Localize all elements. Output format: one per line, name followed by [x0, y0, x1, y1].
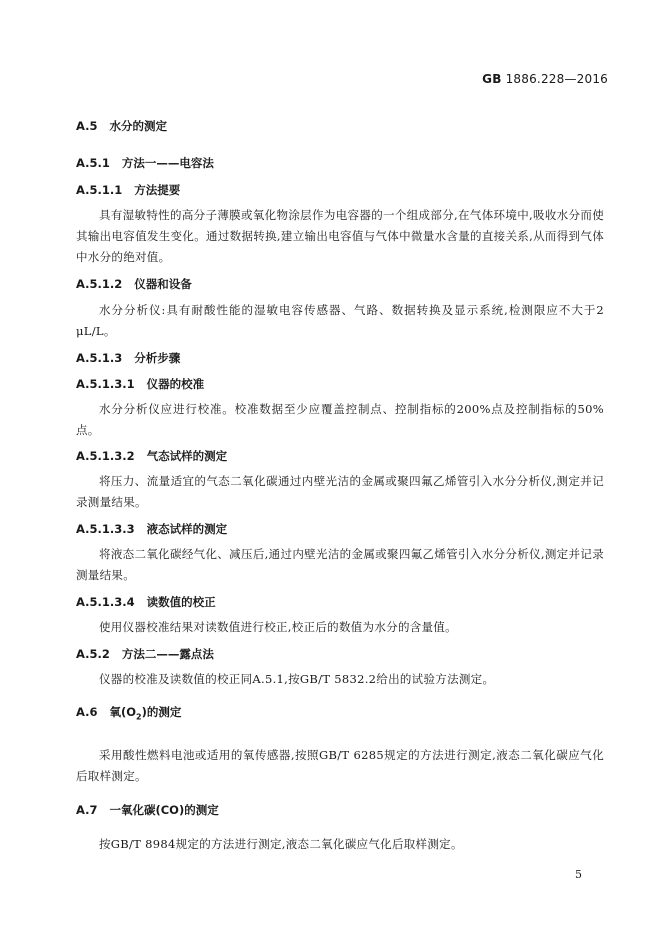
heading-a5-1-3: A.5.1.3 分析步骤 [76, 351, 181, 365]
heading-a5-2: A.5.2 方法二——露点法 [76, 647, 214, 661]
heading-a5-1-2: A.5.1.2 仪器和设备 [76, 277, 192, 291]
heading-a5-1-1: A.5.1.1 方法提要 [76, 183, 181, 197]
heading-a6: A.6 氧$(O_2)$的测定 [76, 705, 182, 722]
standard-code [482, 72, 608, 86]
standard-number: 1886.228—2016 [505, 72, 608, 86]
heading-a5-1-3-1: A.5.1.3.1 仪器的校准 [76, 377, 205, 391]
heading-a7: A.7 一氧化碳(CO)的测定 [76, 803, 219, 818]
paragraph-co: 按GB/T 8984规定的方法进行测定,液态二氧化碳应气化后取样测定。 [99, 837, 463, 852]
paragraph-dewpoint: 仪器的校准及读数值的校正同A.5.1,按GB/T 5832.2给出的试验方法测定。 [99, 672, 495, 686]
paragraph-principle: 具有湿敏特性的高分子薄膜或氧化物涂层作为电容器的一个组成部分,在气体环境中,吸收水分而使其输出电容值发生变化。通过数据转换,建立输出电容值与气体中微量水含量的直接关系,从而得到气体中水分的绝对值。 [76, 208, 604, 264]
standard-prefix: GB [482, 72, 502, 86]
heading-a5: A.5 水分的测定 [76, 119, 167, 133]
heading-a5-1-3-4: A.5.1.3.4 读数值的校正 [76, 595, 216, 609]
heading-a5-1-3-2: A.5.1.3.2 气态试样的测定 [76, 449, 228, 463]
paragraph-correction: 使用仪器校准结果对读数值进行校正,校正后的数值为水分的含量值。 [99, 620, 457, 634]
paragraph-liquid: 将液态二氧化碳经气化、减压后,通过内壁光洁的金属或聚四氟乙烯管引入水分分析仪,测定并记录测量结果。 [76, 547, 604, 582]
page-number: 5 [575, 868, 582, 881]
heading-a5-1-3-3: A.5.1.3.3 液态试样的测定 [76, 522, 228, 536]
paragraph-calibration: 水分分析仪应进行校准。校准数据至少应覆盖控制点、控制指标的200%点及控制指标的50%点。 [76, 402, 604, 437]
paragraph-gaseous: 将压力、流量适宜的气态二氧化碳通过内壁光洁的金属或聚四氟乙烯管引入水分分析仪,测定并记录测量结果。 [76, 474, 604, 509]
heading-a5-1: A.5.1 方法一——电容法 [76, 156, 214, 170]
paragraph-instrument: 水分分析仪:具有耐酸性能的湿敏电容传感器、气路、数据转换及显示系统,检测限应不大于2 μL/L。 [76, 303, 604, 338]
paragraph-oxygen: 采用酸性燃料电池或适用的氧传感器,按照GB/T 6285规定的方法进行测定,液态二氧化碳应气化后取样测定。 [76, 748, 604, 784]
document-body [76, 118, 604, 855]
